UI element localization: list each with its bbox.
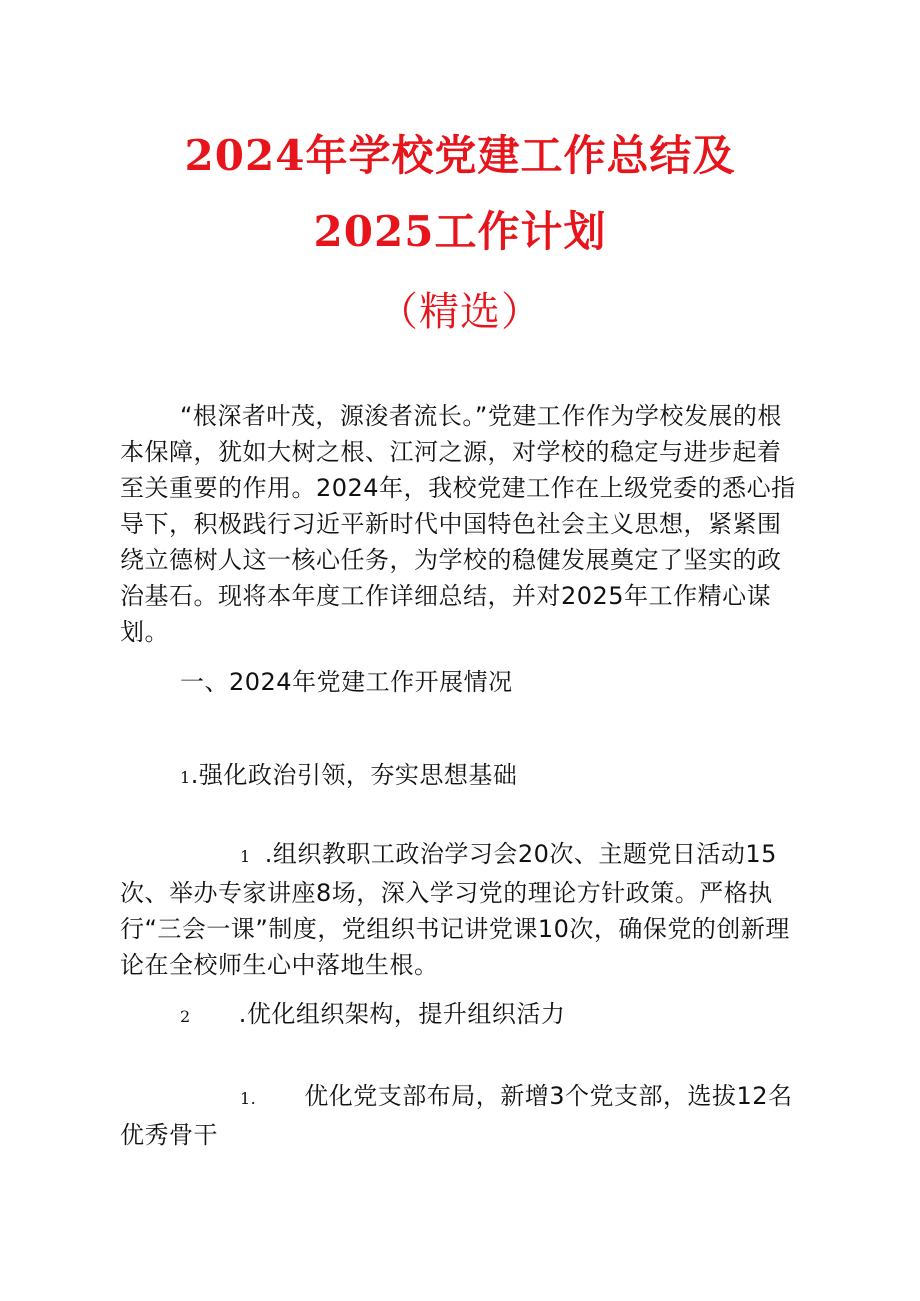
- subsection-title: .强化政治引领，夯实思想基础: [190, 761, 518, 789]
- paragraph-2: [120, 1078, 800, 1153]
- paragraph-text: 优化党支部布局，新增3个党支部，选拔12名优秀骨干: [120, 1082, 793, 1149]
- subsection-title: .优化组织架构，提升组织活力: [238, 1000, 566, 1028]
- paragraph-number: 1.: [240, 1089, 257, 1108]
- subsection-number: 1: [180, 768, 191, 787]
- title-line-3: （精选）: [378, 289, 542, 335]
- subsection-heading-2: [180, 996, 565, 1035]
- subsection-heading-1: [180, 757, 517, 796]
- subsection-number: 2: [180, 1007, 191, 1026]
- title-line-2: 2025工作计划: [313, 207, 607, 256]
- paragraph-number: 1: [240, 847, 251, 866]
- intro-paragraph: “根深者叶茂，源浚者流长。”党建工作作为学校发展的根本保障，犹如大树之根、江河之源，对学校的稳定与进步起着至关重要的作用。2024年，我校党建工作在上级党委的悉心指导下，积极践行习近平新时代中国特色社会主义思想，紧紧围绕立德树人这一核心任务，为学校的稳健发展奠定了坚实的政治基石。现将本年度工作详细总结，并对2025年工作精心谋划。: [120, 402, 796, 646]
- paragraph-1: [120, 836, 800, 983]
- title-line-1: 2024年学校党建工作总结及: [184, 131, 736, 180]
- section-heading: 一、2024年党建工作开展情况: [180, 668, 513, 696]
- paragraph-text: .组织教职工政治学习会20次、主题党日活动15次、举办专家讲座8场，深入学习党的理论方针政策。严格执行“三会一课”制度，党组织书记讲党课10次，确保党的创新理论在全校师生心中落地生根。: [120, 840, 790, 979]
